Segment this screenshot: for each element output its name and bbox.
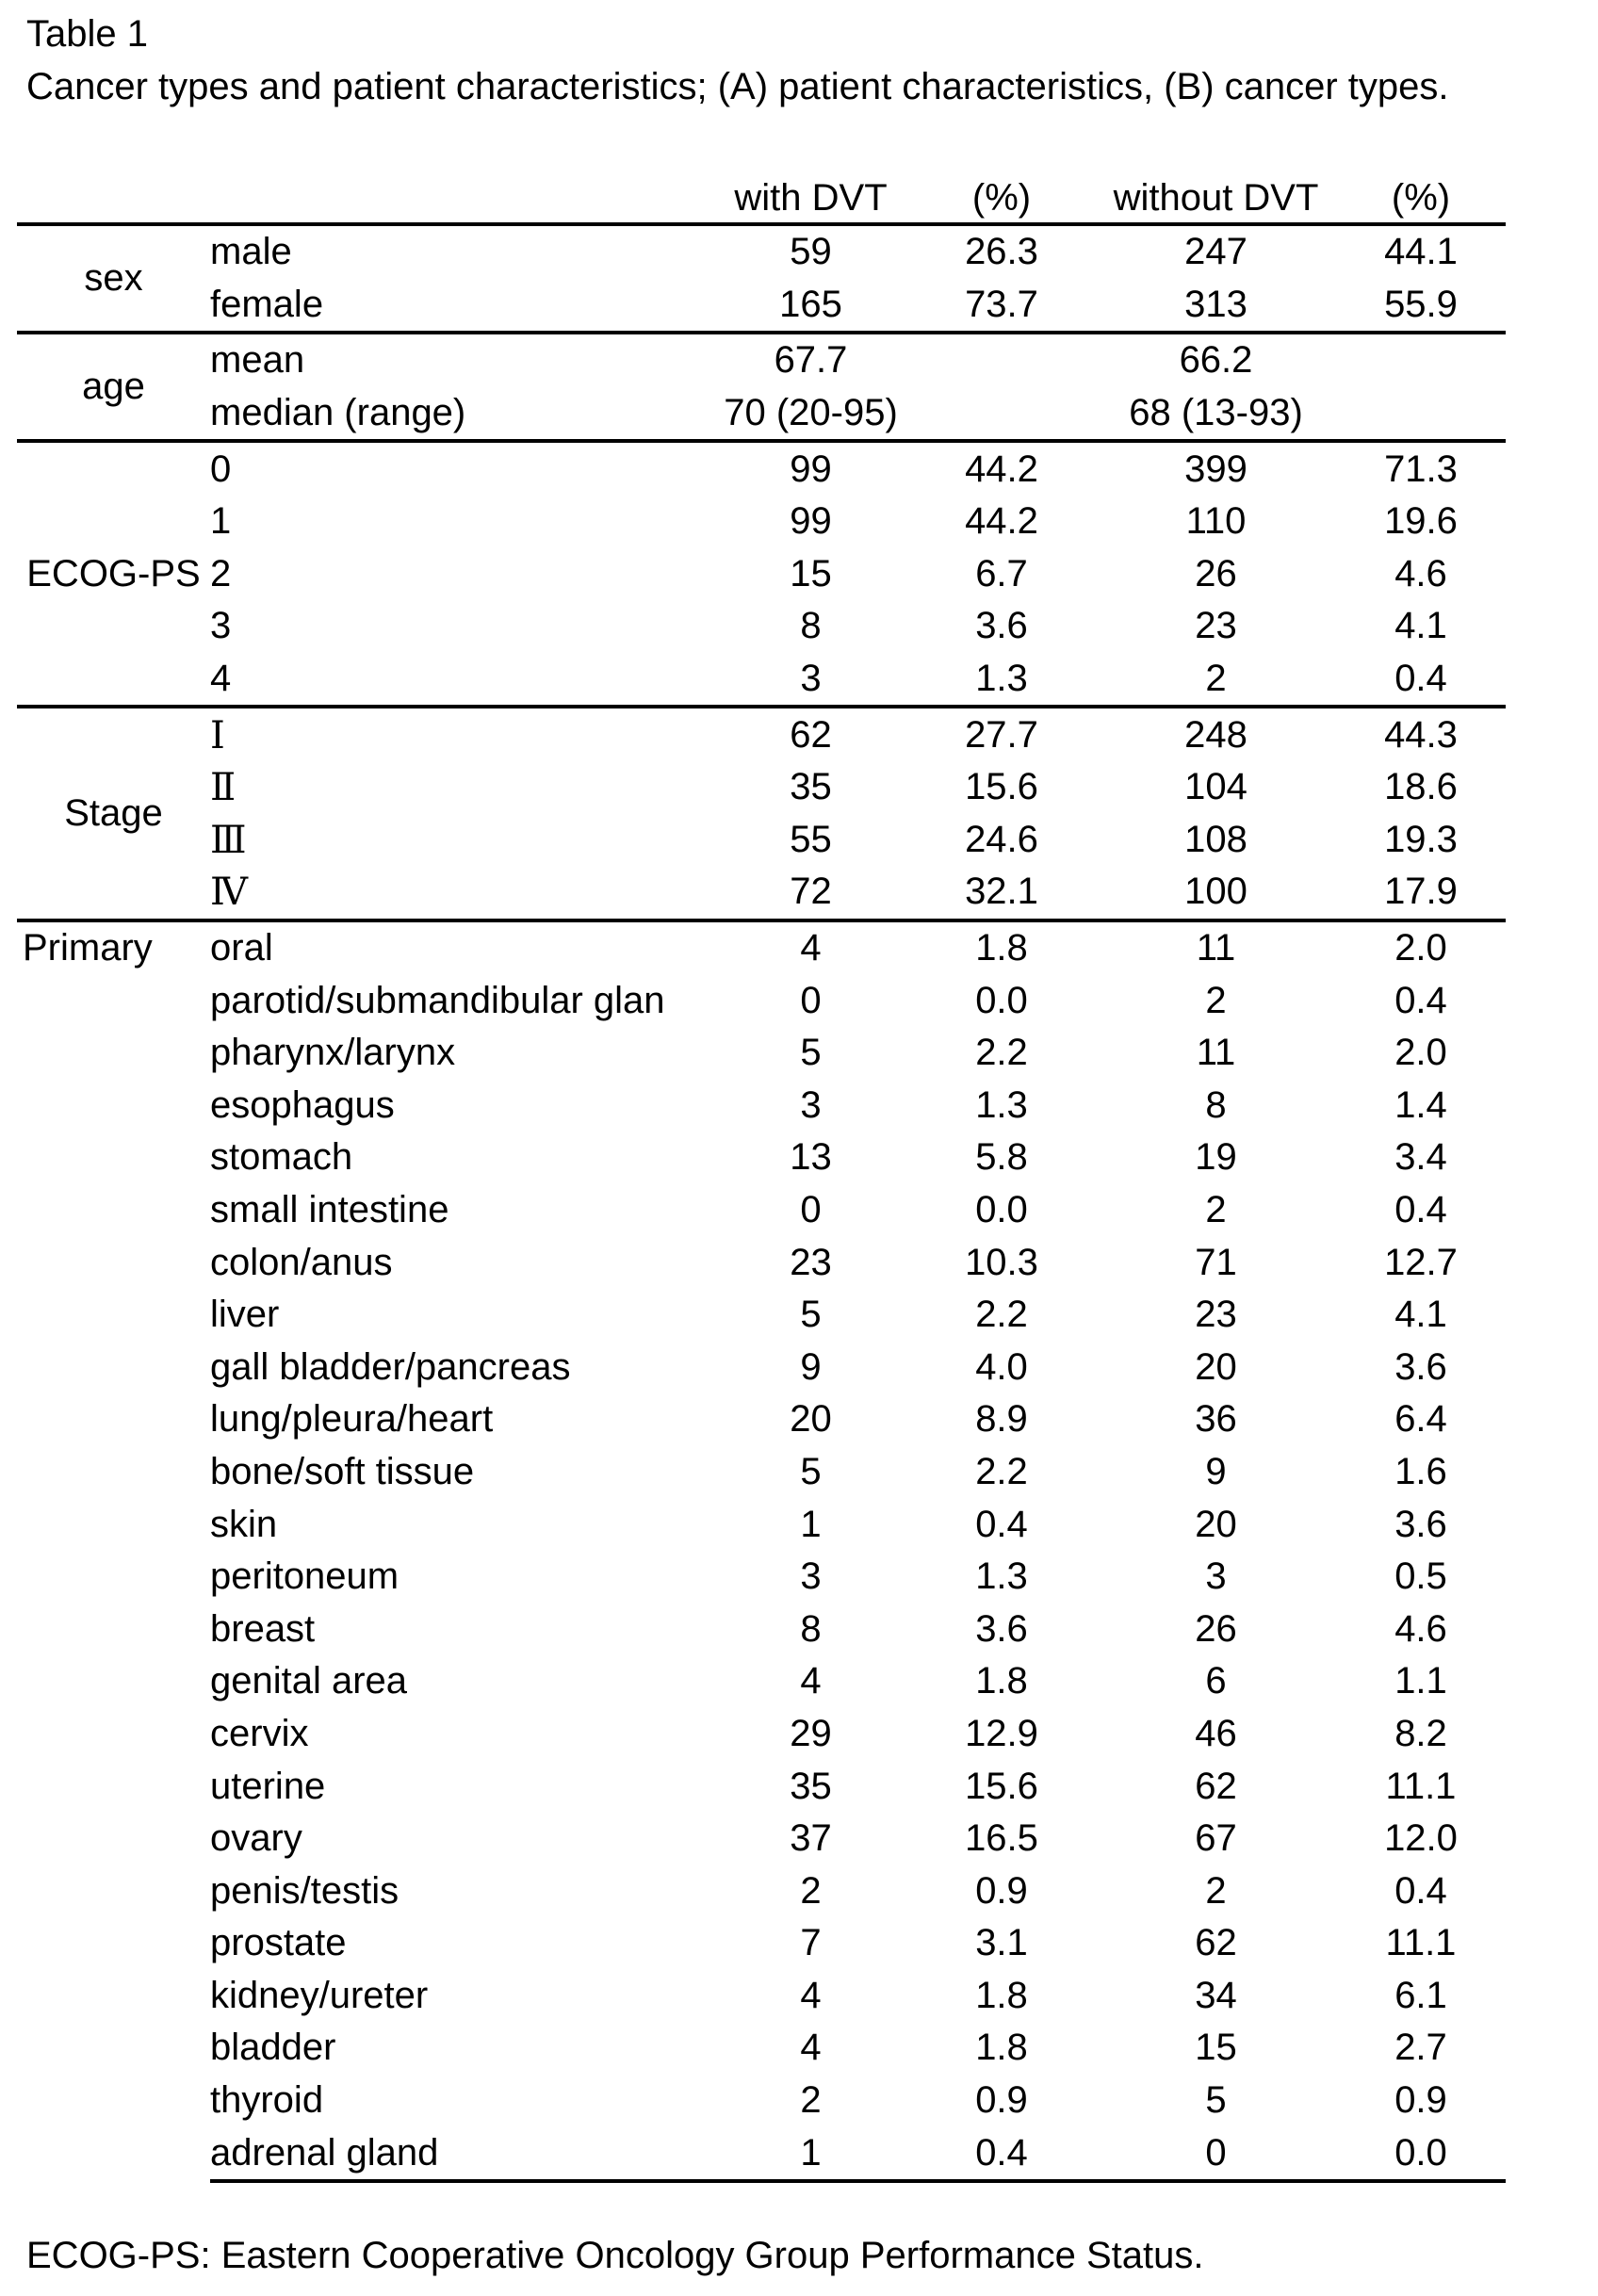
- with-dvt-pct: 0.9: [975, 1869, 1028, 1912]
- with-dvt-pct: 26.3: [907, 224, 1096, 279]
- with-dvt-pct: 27.7: [907, 707, 1096, 761]
- table-row: [17, 974, 1506, 1027]
- table-row: [17, 2126, 1506, 2181]
- without-dvt-count: 9: [1205, 1450, 1227, 1492]
- without-dvt-count: 26: [1195, 1607, 1237, 1650]
- row-label: esophagus: [210, 1083, 395, 1126]
- with-dvt-pct: 0.4: [907, 2126, 1096, 2181]
- without-dvt-pct: 55.9: [1384, 283, 1458, 325]
- table-row: [17, 1603, 1506, 1655]
- without-dvt-pct: 17.9: [1384, 871, 1458, 913]
- without-dvt-pct: 4.1: [1394, 605, 1447, 647]
- with-dvt-count: 8: [800, 605, 822, 647]
- without-dvt-pct: 11.1: [1385, 1765, 1457, 1807]
- row-label: pharynx/larynx: [210, 1032, 456, 1074]
- table-row: [17, 1446, 1506, 1499]
- without-dvt-pct: 71.3: [1336, 441, 1506, 496]
- without-dvt-pct: [1336, 387, 1506, 442]
- row-label: kidney/ureter: [210, 1974, 429, 2016]
- with-dvt-count: 7: [800, 1922, 822, 1964]
- with-dvt-count: 3: [800, 658, 822, 700]
- without-dvt-count: 2: [1205, 658, 1227, 700]
- without-dvt-pct: 4.6: [1394, 1607, 1447, 1650]
- without-dvt-count: 0: [1096, 2126, 1336, 2181]
- table-row: [17, 1813, 1506, 1865]
- with-dvt-count: 165: [779, 283, 842, 325]
- with-dvt-count: 8: [800, 1607, 822, 1650]
- table-row: [17, 333, 1506, 387]
- table-row: [17, 1132, 1506, 1184]
- row-label: female: [210, 283, 324, 325]
- row-label: Ⅱ: [210, 766, 236, 809]
- without-dvt-pct: 19.3: [1384, 818, 1458, 860]
- without-dvt-count: 20: [1195, 1345, 1237, 1388]
- with-dvt-pct: 15.6: [965, 1765, 1038, 1807]
- without-dvt-count: 8: [1205, 1083, 1227, 1126]
- without-dvt-pct: 0.4: [1394, 1188, 1447, 1230]
- row-label: penis/testis: [210, 1869, 400, 1912]
- with-dvt-count: 4: [800, 2027, 822, 2069]
- table-row: [17, 1341, 1506, 1393]
- row-label: small intestine: [210, 1188, 449, 1230]
- with-dvt-pct: 44.2: [907, 441, 1096, 496]
- without-dvt-pct: 11.1: [1385, 1922, 1457, 1964]
- row-label: bladder: [210, 2027, 336, 2069]
- row-label: 4: [210, 658, 232, 700]
- table-row: [17, 1236, 1506, 1289]
- with-dvt-pct: 1.3: [975, 1083, 1028, 1126]
- table-row: [17, 1655, 1506, 1708]
- row-label: gall bladder/pancreas: [210, 1345, 571, 1388]
- with-dvt-pct: 3.6: [975, 1607, 1028, 1650]
- header-without-dvt: without DVT: [1113, 177, 1319, 219]
- with-dvt-pct: 15.6: [965, 766, 1038, 808]
- without-dvt-pct: 2.0: [1394, 1032, 1447, 1074]
- without-dvt-pct: 44.1: [1336, 224, 1506, 279]
- with-dvt-count: 4: [800, 1660, 822, 1702]
- table-row: [17, 814, 1506, 867]
- table-row: [17, 920, 1506, 975]
- section-stage: Stage: [17, 707, 210, 920]
- row-label: adrenal gland: [210, 2126, 714, 2181]
- row-label: Ⅲ: [210, 818, 247, 861]
- with-dvt-pct: 1.8: [975, 1974, 1028, 2016]
- without-dvt-count: 46: [1195, 1712, 1237, 1754]
- with-dvt-pct: 3.1: [975, 1922, 1028, 1964]
- row-label: liver: [210, 1294, 280, 1336]
- without-dvt-pct: 4.1: [1394, 1294, 1447, 1336]
- without-dvt-count: 62: [1195, 1922, 1237, 1964]
- without-dvt-count: 15: [1195, 2027, 1237, 2069]
- with-dvt-pct: 44.2: [965, 500, 1038, 543]
- table-row: [17, 387, 1506, 442]
- with-dvt-count: 99: [790, 500, 832, 543]
- with-dvt-count: 3: [800, 1555, 822, 1598]
- without-dvt-pct: 0.5: [1394, 1555, 1447, 1598]
- without-dvt-count: 62: [1195, 1765, 1237, 1807]
- with-dvt-count: 5: [800, 1032, 822, 1074]
- without-dvt-count: 36: [1195, 1398, 1237, 1441]
- row-label: genital area: [210, 1660, 408, 1702]
- without-dvt-count: 104: [1184, 766, 1247, 808]
- table-row: [17, 653, 1506, 708]
- row-label: peritoneum: [210, 1555, 400, 1598]
- with-dvt-pct: 16.5: [965, 1817, 1038, 1860]
- row-label: parotid/submandibular glan: [210, 979, 665, 1021]
- with-dvt-count: 37: [790, 1817, 832, 1860]
- without-dvt-pct: 4.6: [1394, 552, 1447, 594]
- table-caption: Cancer types and patient characteristics; (A) patient characteristics, (B) cancer types.: [26, 66, 1449, 107]
- header-with-dvt: with DVT: [734, 177, 888, 219]
- header-without-pct: (%): [1391, 177, 1451, 219]
- without-dvt-pct: 1.1: [1394, 1660, 1447, 1702]
- with-dvt-value: 67.7: [714, 333, 907, 387]
- with-dvt-count: 23: [790, 1241, 832, 1283]
- with-dvt-count: 9: [800, 1345, 822, 1388]
- row-label: 2: [210, 552, 232, 594]
- row-label: cervix: [210, 1712, 309, 1754]
- with-dvt-value: 70 (20-95): [724, 392, 898, 434]
- table-row: [17, 600, 1506, 653]
- table-row: [17, 1864, 1506, 1917]
- table-row: [17, 1551, 1506, 1604]
- table-body: [17, 224, 1506, 441]
- without-dvt-count: 71: [1195, 1241, 1237, 1283]
- with-dvt-count: 20: [790, 1398, 832, 1441]
- with-dvt-pct: 10.3: [965, 1241, 1038, 1283]
- without-dvt-count: 2: [1205, 1188, 1227, 1230]
- without-dvt-count: 2: [1205, 1869, 1227, 1912]
- with-dvt-count: 15: [790, 552, 832, 594]
- section-age: age: [17, 333, 210, 441]
- ecog-section: [17, 441, 1506, 707]
- without-dvt-pct: 0.9: [1394, 2079, 1447, 2122]
- table-row: [17, 1498, 1506, 1551]
- without-dvt-pct: 0.4: [1394, 979, 1447, 1021]
- with-dvt-count: 59: [714, 224, 907, 279]
- footnote: ECOG-PS: Eastern Cooperative Oncology Group Performance Status.: [26, 2235, 1204, 2276]
- section-primary: Primary: [17, 920, 210, 2181]
- without-dvt-count: 248: [1096, 707, 1336, 761]
- with-dvt-pct: [907, 333, 1096, 387]
- row-label: 1: [210, 500, 232, 543]
- table-row: [17, 1970, 1506, 2023]
- with-dvt-count: 35: [790, 766, 832, 808]
- row-label: median (range): [210, 392, 466, 434]
- table-row: [17, 279, 1506, 334]
- section-ecog: ECOG-PS: [17, 441, 210, 707]
- row-label: male: [210, 224, 714, 279]
- table-row: [17, 2075, 1506, 2127]
- table-row: [17, 1027, 1506, 1080]
- without-dvt-count: 20: [1195, 1503, 1237, 1545]
- with-dvt-pct: 3.6: [975, 605, 1028, 647]
- with-dvt-count: 35: [790, 1765, 832, 1807]
- without-dvt-count: 108: [1184, 818, 1247, 860]
- table-row: [17, 496, 1506, 548]
- table-row: [17, 441, 1506, 496]
- with-dvt-count: 72: [790, 871, 832, 913]
- with-dvt-count: 1: [800, 1503, 822, 1545]
- with-dvt-pct: 2.2: [975, 1294, 1028, 1336]
- table-row: [17, 1184, 1506, 1237]
- table-row: [17, 1760, 1506, 1813]
- without-dvt-count: 399: [1096, 441, 1336, 496]
- without-dvt-count: 110: [1185, 500, 1247, 543]
- table-row: [17, 866, 1506, 920]
- with-dvt-pct: 0.0: [975, 979, 1028, 1021]
- header-with-pct: (%): [971, 177, 1032, 219]
- section-sex: sex: [17, 224, 210, 333]
- with-dvt-pct: 1.8: [975, 1660, 1028, 1702]
- without-dvt-count: 11: [1096, 920, 1336, 975]
- row-label: lung/pleura/heart: [210, 1398, 494, 1441]
- row-label: bone/soft tissue: [210, 1450, 475, 1492]
- table-row: [17, 1289, 1506, 1342]
- without-dvt-pct: 0.0: [1336, 2126, 1506, 2181]
- with-dvt-pct: 2.2: [975, 1032, 1028, 1074]
- with-dvt-pct: 6.7: [975, 552, 1028, 594]
- with-dvt-count: 4: [800, 1974, 822, 2016]
- without-dvt-value: 66.2: [1096, 333, 1336, 387]
- without-dvt-pct: 3.6: [1394, 1345, 1447, 1388]
- table-row: [17, 761, 1506, 814]
- with-dvt-count: 5: [800, 1294, 822, 1336]
- without-dvt-count: 19: [1195, 1136, 1237, 1179]
- without-dvt-count: 67: [1195, 1817, 1237, 1860]
- with-dvt-pct: 24.6: [965, 818, 1038, 860]
- without-dvt-pct: 6.1: [1394, 1974, 1447, 2016]
- table-row: [17, 548, 1506, 601]
- row-label: uterine: [210, 1765, 326, 1807]
- without-dvt-pct: 12.7: [1384, 1241, 1458, 1283]
- without-dvt-count: 26: [1195, 552, 1237, 594]
- without-dvt-pct: 2.0: [1336, 920, 1506, 975]
- without-dvt-pct: 12.0: [1384, 1817, 1458, 1860]
- without-dvt-count: 11: [1196, 1032, 1236, 1074]
- with-dvt-count: 62: [714, 707, 907, 761]
- row-label: Ⅳ: [210, 871, 248, 914]
- with-dvt-pct: 12.9: [965, 1712, 1038, 1754]
- with-dvt-pct: 2.2: [975, 1450, 1028, 1492]
- with-dvt-pct: 1.3: [975, 1555, 1028, 1598]
- row-label: breast: [210, 1607, 316, 1650]
- with-dvt-pct: 1.8: [975, 2027, 1028, 2069]
- without-dvt-pct: 2.7: [1394, 2027, 1447, 2069]
- header-label: [210, 173, 714, 224]
- without-dvt-pct: 1.4: [1394, 1083, 1447, 1126]
- row-label: oral: [210, 920, 714, 975]
- without-dvt-count: 247: [1096, 224, 1336, 279]
- with-dvt-pct: 1.3: [975, 658, 1028, 700]
- without-dvt-count: 100: [1184, 871, 1247, 913]
- with-dvt-count: 2: [800, 1869, 822, 1912]
- with-dvt-pct: [907, 387, 1096, 442]
- row-label: 0: [210, 441, 714, 496]
- with-dvt-count: 2: [800, 2079, 822, 2122]
- with-dvt-count: 0: [800, 979, 822, 1021]
- primary-section: [17, 920, 1506, 2181]
- with-dvt-pct: 0.4: [975, 1503, 1028, 1545]
- table-row: [17, 2022, 1506, 2075]
- with-dvt-pct: 1.8: [907, 920, 1096, 975]
- characteristics-table: [17, 173, 1506, 2183]
- without-dvt-pct: 8.2: [1394, 1712, 1447, 1754]
- table-row: [17, 1708, 1506, 1761]
- with-dvt-pct: 0.9: [975, 2079, 1028, 2122]
- with-dvt-pct: 4.0: [975, 1345, 1028, 1388]
- without-dvt-pct: 3.4: [1394, 1136, 1447, 1179]
- row-label: thyroid: [210, 2079, 324, 2122]
- row-label: 3: [210, 605, 232, 647]
- without-dvt-pct: 3.6: [1394, 1503, 1447, 1545]
- without-dvt-pct: 44.3: [1336, 707, 1506, 761]
- without-dvt-pct: 18.6: [1384, 766, 1458, 808]
- without-dvt-pct: 1.6: [1394, 1450, 1447, 1492]
- row-label: stomach: [210, 1136, 353, 1179]
- with-dvt-pct: 73.7: [965, 283, 1038, 325]
- without-dvt-pct: 0.4: [1394, 658, 1447, 700]
- without-dvt-count: 23: [1195, 605, 1237, 647]
- with-dvt-count: 1: [714, 2126, 907, 2181]
- with-dvt-count: 4: [714, 920, 907, 975]
- row-label: Ⅰ: [210, 707, 714, 761]
- without-dvt-count: 2: [1205, 979, 1227, 1021]
- without-dvt-value: 68 (13-93): [1129, 392, 1303, 434]
- with-dvt-count: 99: [714, 441, 907, 496]
- table-row: [17, 224, 1506, 279]
- table-title: Table 1: [26, 13, 148, 55]
- with-dvt-pct: 8.9: [975, 1398, 1028, 1441]
- row-label: mean: [210, 333, 714, 387]
- without-dvt-pct: 6.4: [1394, 1398, 1447, 1441]
- row-label: prostate: [210, 1922, 347, 1964]
- row-label: ovary: [210, 1817, 302, 1860]
- table-row: [17, 1917, 1506, 1970]
- without-dvt-count: 3: [1205, 1555, 1227, 1598]
- with-dvt-pct: 0.0: [975, 1188, 1028, 1230]
- without-dvt-pct: [1336, 333, 1506, 387]
- row-label: skin: [210, 1503, 278, 1545]
- table-row: [17, 1393, 1506, 1446]
- without-dvt-count: 34: [1195, 1974, 1237, 2016]
- header-row: [17, 173, 1506, 224]
- with-dvt-pct: 32.1: [965, 871, 1038, 913]
- with-dvt-count: 55: [790, 818, 832, 860]
- with-dvt-count: 29: [790, 1712, 832, 1754]
- stage-section: [17, 707, 1506, 920]
- with-dvt-count: 3: [800, 1083, 822, 1126]
- without-dvt-count: 5: [1205, 2079, 1227, 2122]
- row-label: colon/anus: [210, 1241, 393, 1283]
- without-dvt-pct: 19.6: [1384, 500, 1458, 543]
- with-dvt-pct: 5.8: [975, 1136, 1028, 1179]
- table-row: [17, 1080, 1506, 1132]
- table-row: [17, 707, 1506, 761]
- with-dvt-count: 0: [800, 1188, 822, 1230]
- header-group: [17, 173, 210, 224]
- without-dvt-count: 313: [1184, 283, 1247, 325]
- with-dvt-count: 13: [790, 1136, 832, 1179]
- with-dvt-count: 5: [800, 1450, 822, 1492]
- without-dvt-count: 6: [1205, 1660, 1227, 1702]
- without-dvt-pct: 0.4: [1394, 1869, 1447, 1912]
- without-dvt-count: 23: [1195, 1294, 1237, 1336]
